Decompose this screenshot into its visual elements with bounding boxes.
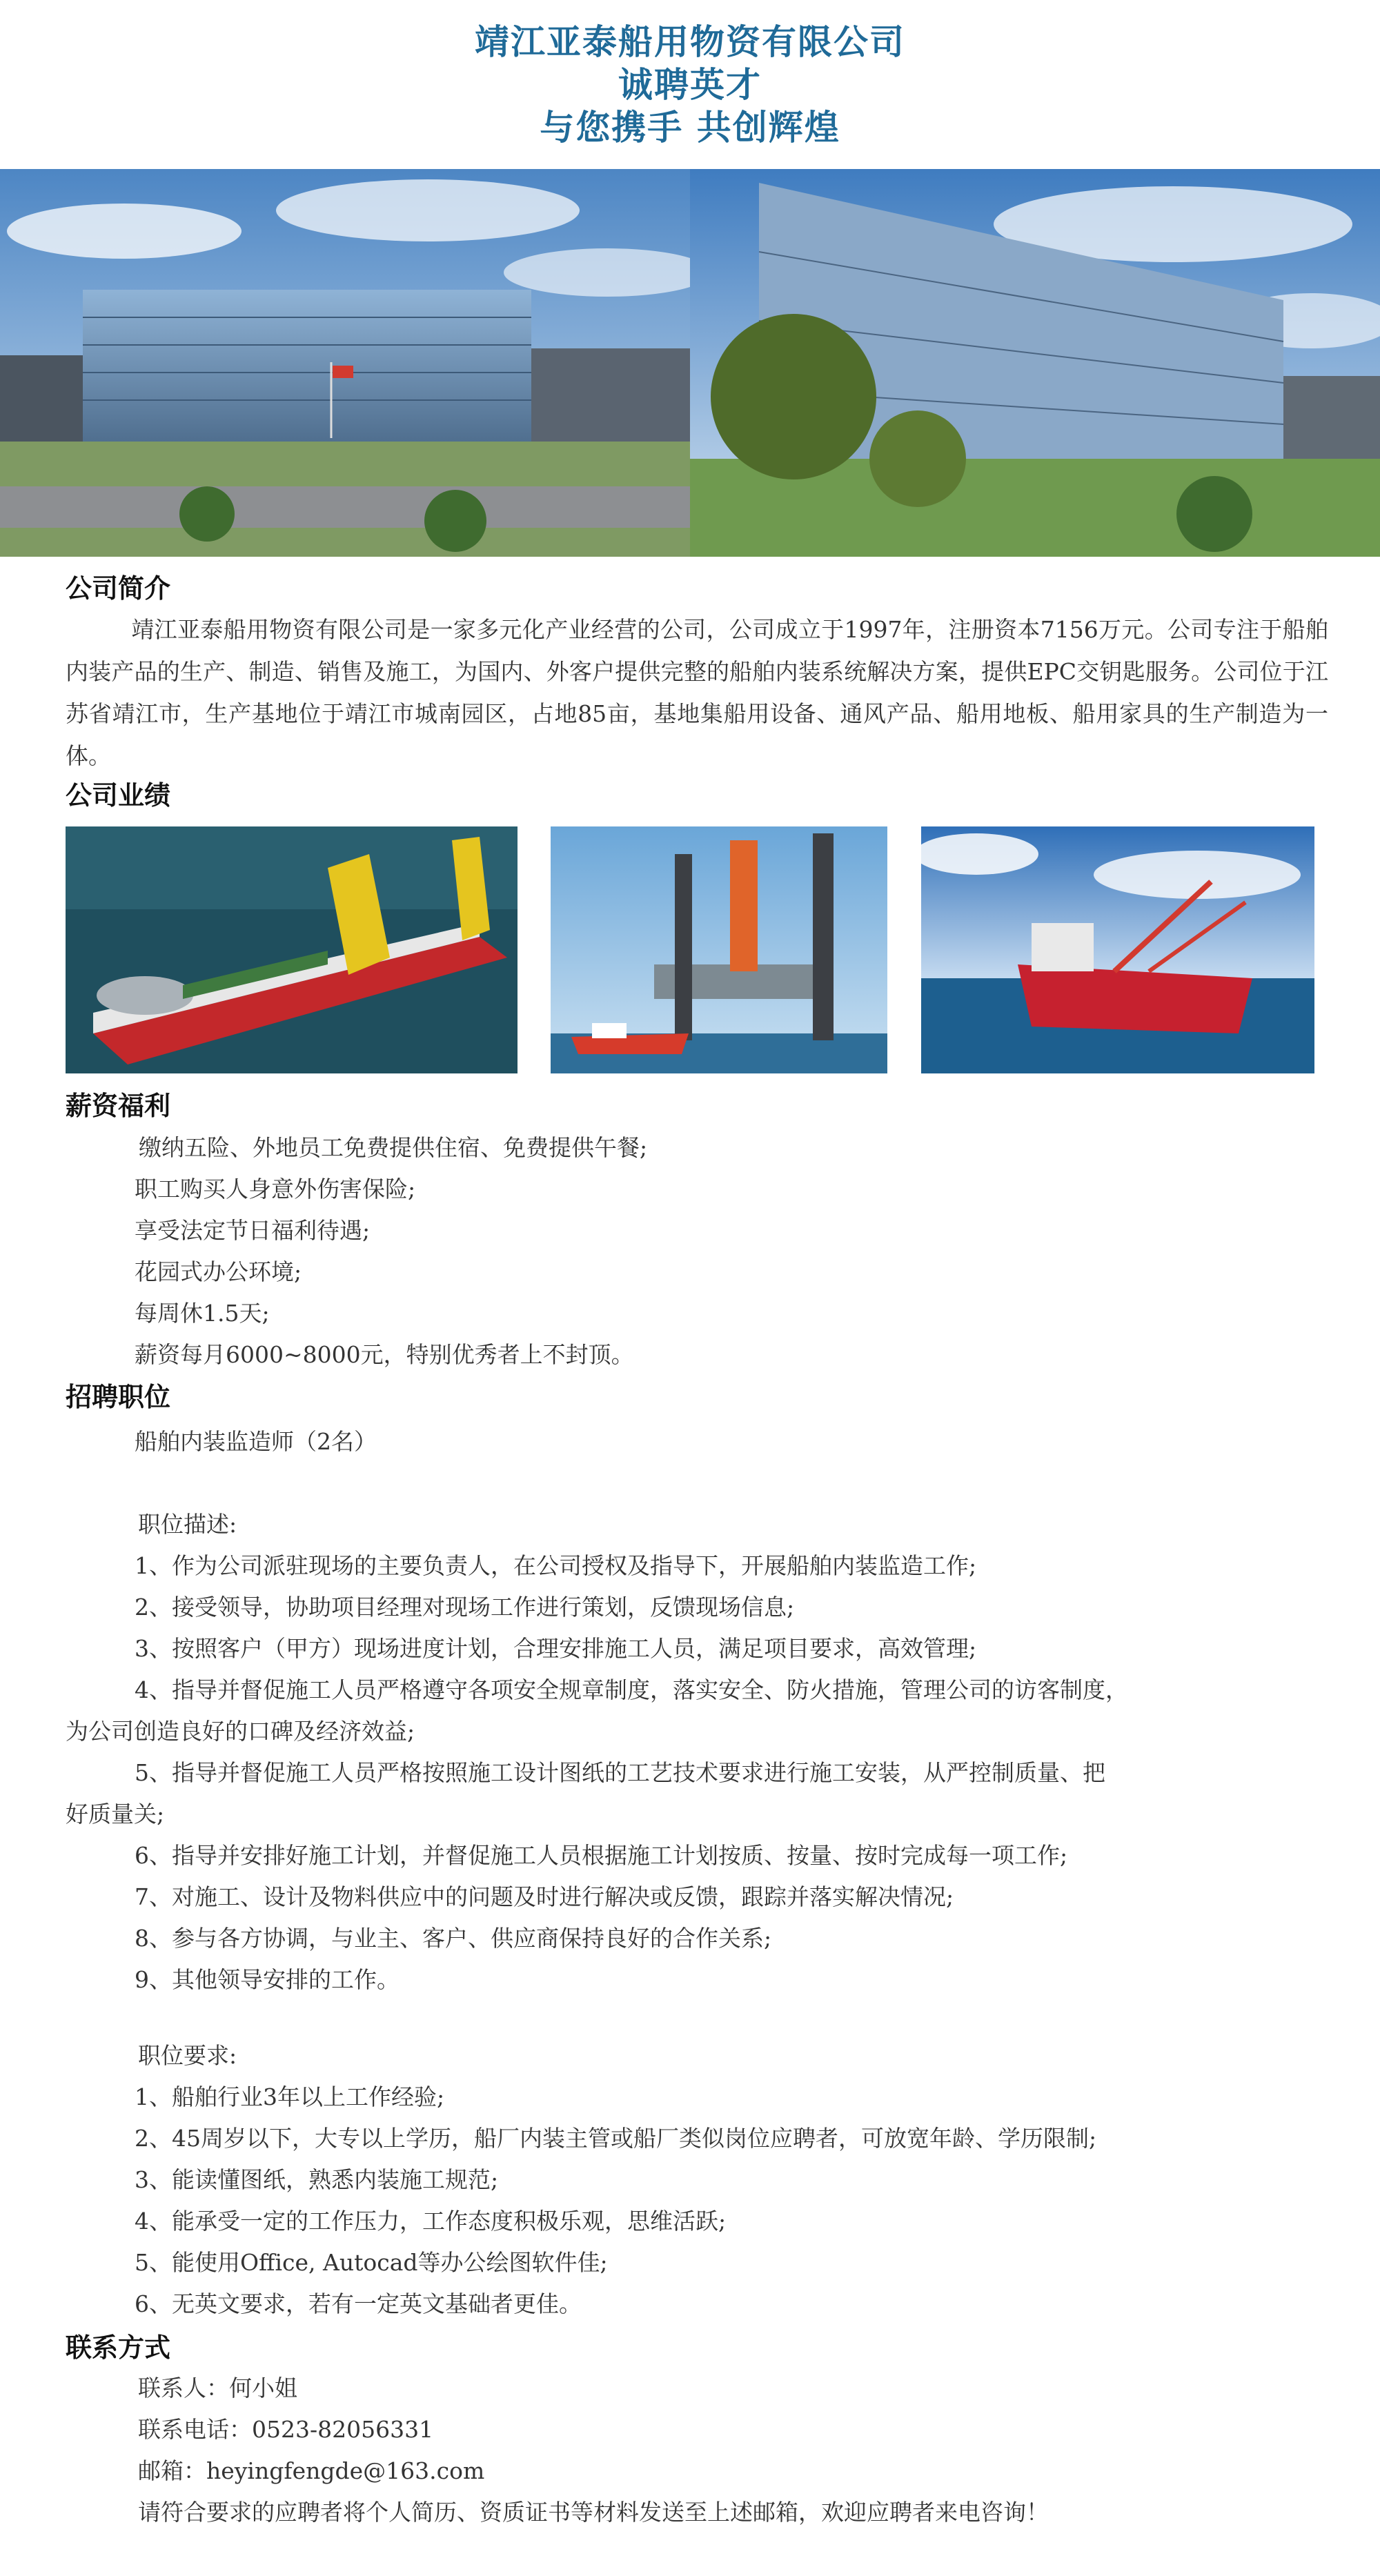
banner-photo-left: [0, 169, 690, 557]
description-item: 9、其他领导安排的工作。: [135, 1966, 400, 1993]
requirement-item: 4、能承受一定的工作压力，工作态度积极乐观，思维活跃;: [135, 2208, 727, 2235]
slogan-line-2: 与您携手 共创辉煌: [540, 107, 840, 148]
requirement-item: 6、无英文要求，若有一定英文基础者更佳。: [135, 2290, 582, 2317]
benefit-item: 职工购买人身意外伤害保险;: [135, 1176, 416, 1202]
ship-photo-construction-vessel: [921, 826, 1314, 1073]
requirement-item: 5、能使用Office, Autocad等办公绘图软件佳;: [135, 2249, 608, 2276]
position-title: 船舶内装监造师（2名）: [135, 1428, 377, 1455]
benefit-item: 薪资每月6000~8000元，特别优秀者上不封顶。: [135, 1341, 634, 1368]
description-item: 7、对施工、设计及物料供应中的问题及时进行解决或反馈，跟踪并落实解决情况;: [135, 1883, 954, 1910]
benefits-heading: 薪资福利: [66, 1091, 171, 1121]
benefit-item: 每周休1.5天;: [135, 1300, 270, 1327]
benefit-item: 花园式办公环境;: [135, 1258, 302, 1285]
description-item-continued: 好质量关;: [66, 1801, 165, 1827]
description-item: 3、按照客户（甲方）现场进度计划，合理安排施工人员，满足项目要求，高效管理;: [135, 1635, 977, 1662]
requirement-item: 1、船舶行业3年以上工作经验;: [135, 2083, 445, 2110]
ship-photo-drilling-rig: [551, 826, 887, 1073]
achievements-heading: 公司业绩: [66, 780, 171, 811]
contact-email[interactable]: 邮箱：heyingfengde@163.com: [138, 2457, 485, 2484]
description-item: 8、参与各方协调，与业主、客户、供应商保持良好的合作关系;: [135, 1925, 772, 1952]
description-item-continued: 为公司创造良好的口碑及经济效益;: [66, 1718, 415, 1745]
intro-paragraph: [66, 608, 1328, 777]
job-requirements-label: 职位要求:: [138, 2042, 237, 2069]
company-title: 靖江亚泰船用物资有限公司: [475, 21, 905, 62]
contact-note: 请符合要求的应聘者将个人简历、资质证书等材料发送至上述邮箱，欢迎应聘者来电咨询！: [138, 2499, 1049, 2526]
description-item: 6、指导并安排好施工计划，并督促施工人员根据施工计划按质、按量、按时完成每一项工作;: [135, 1842, 1068, 1869]
description-item: 5、指导并督促施工人员严格按照施工设计图纸的工艺技术要求进行施工安装，从严控制质量、把: [135, 1759, 1105, 1786]
job-requirements-list: [135, 2077, 1096, 2325]
benefit-item: 缴纳五险、外地员工免费提供住宿、免费提供午餐;: [139, 1134, 648, 1161]
intro-text: 靖江亚泰船用物资有限公司是一家多元化产业经营的公司，公司成立于1997年，注册资本7156万元。公司专注于船舶内装产品的生产、制造、销售及施工，为国内、外客户提供完整的船舶内装系统解决方案，提供EPC交钥匙服务。公司位于江苏省靖江市，生产基地位于靖江市城南园区，占地85亩，基地集船用设备、通风产品、船用地板、船用家具的生产制造为一体。: [66, 616, 1328, 769]
intro-heading: 公司简介: [66, 573, 171, 604]
ship-photo-pipelayer: [66, 826, 518, 1073]
contact-person: 联系人：何小姐: [138, 2375, 297, 2401]
slogan-line-1: 诚聘英才: [618, 64, 762, 105]
requirement-item: 3、能读懂图纸，熟悉内装施工规范;: [135, 2166, 499, 2193]
contact-heading: 联系方式: [66, 2332, 171, 2363]
description-item: 2、接受领导，协助项目经理对现场工作进行策划，反馈现场信息;: [135, 1594, 795, 1621]
description-item: 4、指导并督促施工人员严格遵守各项安全规章制度，落实安全、防火措施，管理公司的访客制度，: [135, 1676, 1128, 1703]
requirement-item: 2、45周岁以下，大专以上学历，船厂内装主管或船厂类似岗位应聘者，可放宽年龄、学历限制;: [135, 2125, 1097, 2152]
banner-photo-right: [690, 169, 1380, 557]
contact-block: [138, 2368, 1049, 2533]
description-item: 1、作为公司派驻现场的主要负责人，在公司授权及指导下，开展船舶内装监造工作;: [135, 1552, 977, 1579]
benefits-list: [135, 1127, 647, 1376]
job-description-label: 职位描述:: [138, 1511, 237, 1538]
benefit-item: 享受法定节日福利待遇;: [135, 1217, 371, 1244]
job-description-list: [66, 1545, 1128, 2001]
positions-heading: 招聘职位: [66, 1382, 171, 1412]
contact-phone[interactable]: 联系电话：0523-82056331: [138, 2416, 434, 2443]
